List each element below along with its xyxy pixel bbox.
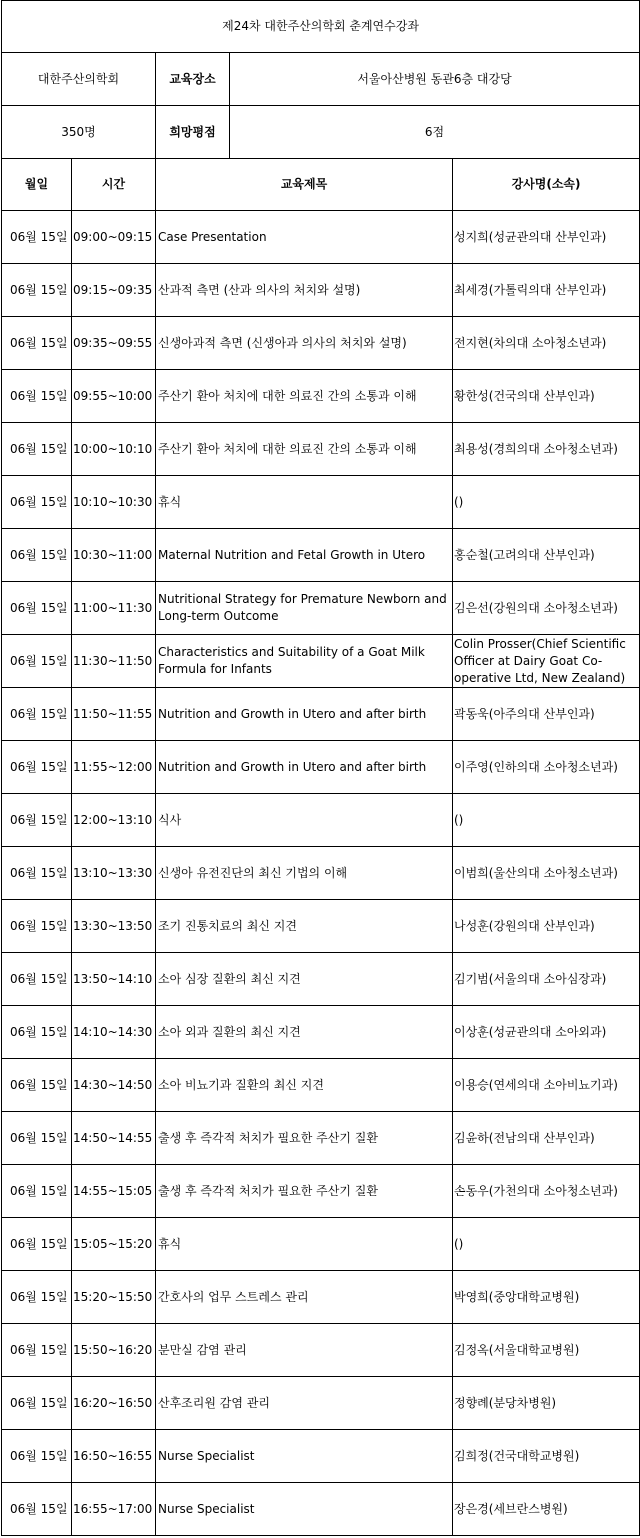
session-speaker: 이상훈(성균관의대 소아외과) xyxy=(453,1006,640,1059)
session-speaker: 박영희(중앙대학교병원) xyxy=(453,1271,640,1324)
session-time: 10:10~10:30 xyxy=(72,476,156,529)
session-time: 15:20~15:50 xyxy=(72,1271,156,1324)
schedule-row xyxy=(2,529,640,582)
session-speaker: 황한성(건국의대 산부인과) xyxy=(453,370,640,423)
session-speaker: 김기범(서울의대 소아심장과) xyxy=(453,953,640,1006)
session-time: 09:35~09:55 xyxy=(72,317,156,370)
session-topic: 신생아 유전진단의 최신 기법의 이해 xyxy=(156,847,453,900)
session-topic: 분만실 감염 관리 xyxy=(156,1324,453,1377)
session-time: 16:50~16:55 xyxy=(72,1430,156,1483)
session-date: 06월 15일 xyxy=(2,264,72,317)
session-time: 13:30~13:50 xyxy=(72,900,156,953)
session-topic: Nutritional Strategy for Premature Newborn and Long-term Outcome xyxy=(156,582,453,635)
session-time: 15:50~16:20 xyxy=(72,1324,156,1377)
session-date: 06월 15일 xyxy=(2,370,72,423)
session-speaker: 김정옥(서울대학교병원) xyxy=(453,1324,640,1377)
session-speaker: 손동우(가천의대 소아청소년과) xyxy=(453,1165,640,1218)
session-speaker: Colin Prosser(Chief Scientific Officer at Dairy Goat Co-operative Ltd, New Zealand) xyxy=(453,635,640,688)
session-speaker: 최용성(경희의대 소아청소년과) xyxy=(453,423,640,476)
session-time: 15:05~15:20 xyxy=(72,1218,156,1271)
speaker-header: 강사명(소속) xyxy=(453,159,640,211)
schedule-row xyxy=(2,1112,640,1165)
session-speaker: 김은선(강원의대 소아청소년과) xyxy=(453,582,640,635)
session-time: 14:55~15:05 xyxy=(72,1165,156,1218)
schedule-row xyxy=(2,423,640,476)
session-date: 06월 15일 xyxy=(2,1483,72,1536)
session-date: 06월 15일 xyxy=(2,1218,72,1271)
session-date: 06월 15일 xyxy=(2,211,72,264)
session-topic: 휴식 xyxy=(156,476,453,529)
schedule-row xyxy=(2,317,640,370)
schedule-row xyxy=(2,1165,640,1218)
session-date: 06월 15일 xyxy=(2,847,72,900)
session-topic: 휴식 xyxy=(156,1218,453,1271)
session-time: 14:30~14:50 xyxy=(72,1059,156,1112)
session-date: 06월 15일 xyxy=(2,741,72,794)
info-row-score xyxy=(2,106,640,159)
session-topic: 주산기 환아 처치에 대한 의료진 간의 소통과 이해 xyxy=(156,423,453,476)
session-topic: 신생아과적 측면 (신생아과 의사의 처치와 설명) xyxy=(156,317,453,370)
session-time: 09:00~09:15 xyxy=(72,211,156,264)
schedule-row xyxy=(2,211,640,264)
session-speaker: 이주영(인하의대 소아청소년과) xyxy=(453,741,640,794)
schedule-row xyxy=(2,1006,640,1059)
session-date: 06월 15일 xyxy=(2,1165,72,1218)
session-speaker: 김희정(건국대학교병원) xyxy=(453,1430,640,1483)
session-speaker: 이범희(울산의대 소아청소년과) xyxy=(453,847,640,900)
schedule-row xyxy=(2,582,640,635)
place-value: 서울아산병원 동관6층 대강당 xyxy=(230,53,640,106)
session-speaker: 성지희(성균관의대 산부인과) xyxy=(453,211,640,264)
session-date: 06월 15일 xyxy=(2,423,72,476)
session-speaker: () xyxy=(453,794,640,847)
session-date: 06월 15일 xyxy=(2,953,72,1006)
capacity-value: 350명 xyxy=(2,106,156,159)
session-topic: 소아 비뇨기과 질환의 최신 지견 xyxy=(156,1059,453,1112)
header-row xyxy=(2,159,640,211)
session-speaker: 나성훈(강원의대 산부인과) xyxy=(453,900,640,953)
session-date: 06월 15일 xyxy=(2,1324,72,1377)
topic-header: 교육제목 xyxy=(156,159,453,211)
session-time: 11:30~11:50 xyxy=(72,635,156,688)
session-topic: Maternal Nutrition and Fetal Growth in Utero xyxy=(156,529,453,582)
session-speaker: 장은경(세브란스병원) xyxy=(453,1483,640,1536)
session-speaker: 김윤하(전남의대 산부인과) xyxy=(453,1112,640,1165)
session-topic: 산과적 측면 (산과 의사의 처치와 설명) xyxy=(156,264,453,317)
session-speaker: 정향례(분당차병원) xyxy=(453,1377,640,1430)
session-topic: 출생 후 즉각적 처치가 필요한 주산기 질환 xyxy=(156,1112,453,1165)
session-date: 06월 15일 xyxy=(2,1271,72,1324)
schedule-row xyxy=(2,953,640,1006)
schedule-row xyxy=(2,847,640,900)
session-time: 11:55~12:00 xyxy=(72,741,156,794)
time-header: 시간 xyxy=(72,159,156,211)
session-topic: Nutrition and Growth in Utero and after birth xyxy=(156,741,453,794)
session-time: 13:10~13:30 xyxy=(72,847,156,900)
session-speaker: 이용승(연세의대 소아비뇨기과) xyxy=(453,1059,640,1112)
session-topic: 출생 후 즉각적 처치가 필요한 주산기 질환 xyxy=(156,1165,453,1218)
session-date: 06월 15일 xyxy=(2,794,72,847)
session-date: 06월 15일 xyxy=(2,1377,72,1430)
session-time: 16:20~16:50 xyxy=(72,1377,156,1430)
session-topic: 산후조리원 감염 관리 xyxy=(156,1377,453,1430)
session-topic: 소아 외과 질환의 최신 지견 xyxy=(156,1006,453,1059)
schedule-row xyxy=(2,264,640,317)
session-time: 14:50~14:55 xyxy=(72,1112,156,1165)
session-time: 11:00~11:30 xyxy=(72,582,156,635)
date-header: 월일 xyxy=(2,159,72,211)
schedule-row xyxy=(2,476,640,529)
session-date: 06월 15일 xyxy=(2,1006,72,1059)
session-date: 06월 15일 xyxy=(2,1430,72,1483)
organizer-value: 대한주산의학회 xyxy=(2,53,156,106)
session-topic: Case Presentation xyxy=(156,211,453,264)
session-time: 09:15~09:35 xyxy=(72,264,156,317)
schedule-row xyxy=(2,794,640,847)
session-date: 06월 15일 xyxy=(2,529,72,582)
schedule-row xyxy=(2,688,640,741)
schedule-row xyxy=(2,1271,640,1324)
schedule-row xyxy=(2,1483,640,1536)
session-time: 10:30~11:00 xyxy=(72,529,156,582)
session-time: 14:10~14:30 xyxy=(72,1006,156,1059)
session-topic: Characteristics and Suitability of a Goat Milk Formula for Infants xyxy=(156,635,453,688)
session-topic: Nurse Specialist xyxy=(156,1483,453,1536)
schedule-row xyxy=(2,741,640,794)
schedule-row xyxy=(2,1324,640,1377)
session-speaker: 전지현(차의대 소아청소년과) xyxy=(453,317,640,370)
schedule-row xyxy=(2,1377,640,1430)
session-time: 12:00~13:10 xyxy=(72,794,156,847)
session-time: 10:00~10:10 xyxy=(72,423,156,476)
session-speaker: () xyxy=(453,476,640,529)
session-time: 11:50~11:55 xyxy=(72,688,156,741)
session-date: 06월 15일 xyxy=(2,317,72,370)
session-date: 06월 15일 xyxy=(2,900,72,953)
session-time: 13:50~14:10 xyxy=(72,953,156,1006)
info-row-place xyxy=(2,53,640,106)
session-speaker: 최세경(가톨릭의대 산부인과) xyxy=(453,264,640,317)
session-date: 06월 15일 xyxy=(2,582,72,635)
session-speaker: 홍순철(고려의대 산부인과) xyxy=(453,529,640,582)
schedule-row xyxy=(2,1430,640,1483)
session-topic: 소아 심장 질환의 최신 지견 xyxy=(156,953,453,1006)
session-time: 16:55~17:00 xyxy=(72,1483,156,1536)
schedule-row xyxy=(2,900,640,953)
session-date: 06월 15일 xyxy=(2,1112,72,1165)
schedule-row xyxy=(2,1059,640,1112)
session-topic: 주산기 환아 처치에 대한 의료진 간의 소통과 이해 xyxy=(156,370,453,423)
session-speaker: () xyxy=(453,1218,640,1271)
score-value: 6점 xyxy=(230,106,640,159)
schedule-row xyxy=(2,370,640,423)
session-speaker: 곽동욱(아주의대 산부인과) xyxy=(453,688,640,741)
title-row xyxy=(2,1,640,53)
score-label: 희망평점 xyxy=(156,106,230,159)
session-topic: 식사 xyxy=(156,794,453,847)
session-topic: Nutrition and Growth in Utero and after birth xyxy=(156,688,453,741)
course-title: 제24차 대한주산의학회 춘계연수강좌 xyxy=(2,1,640,53)
session-date: 06월 15일 xyxy=(2,688,72,741)
session-time: 09:55~10:00 xyxy=(72,370,156,423)
schedule-row xyxy=(2,1218,640,1271)
schedule-row xyxy=(2,635,640,688)
session-topic: Nurse Specialist xyxy=(156,1430,453,1483)
place-label: 교육장소 xyxy=(156,53,230,106)
session-date: 06월 15일 xyxy=(2,1059,72,1112)
session-date: 06월 15일 xyxy=(2,635,72,688)
schedule-table xyxy=(1,0,640,1536)
session-date: 06월 15일 xyxy=(2,476,72,529)
session-topic: 간호사의 업무 스트레스 관리 xyxy=(156,1271,453,1324)
session-topic: 조기 진통치료의 최신 지견 xyxy=(156,900,453,953)
